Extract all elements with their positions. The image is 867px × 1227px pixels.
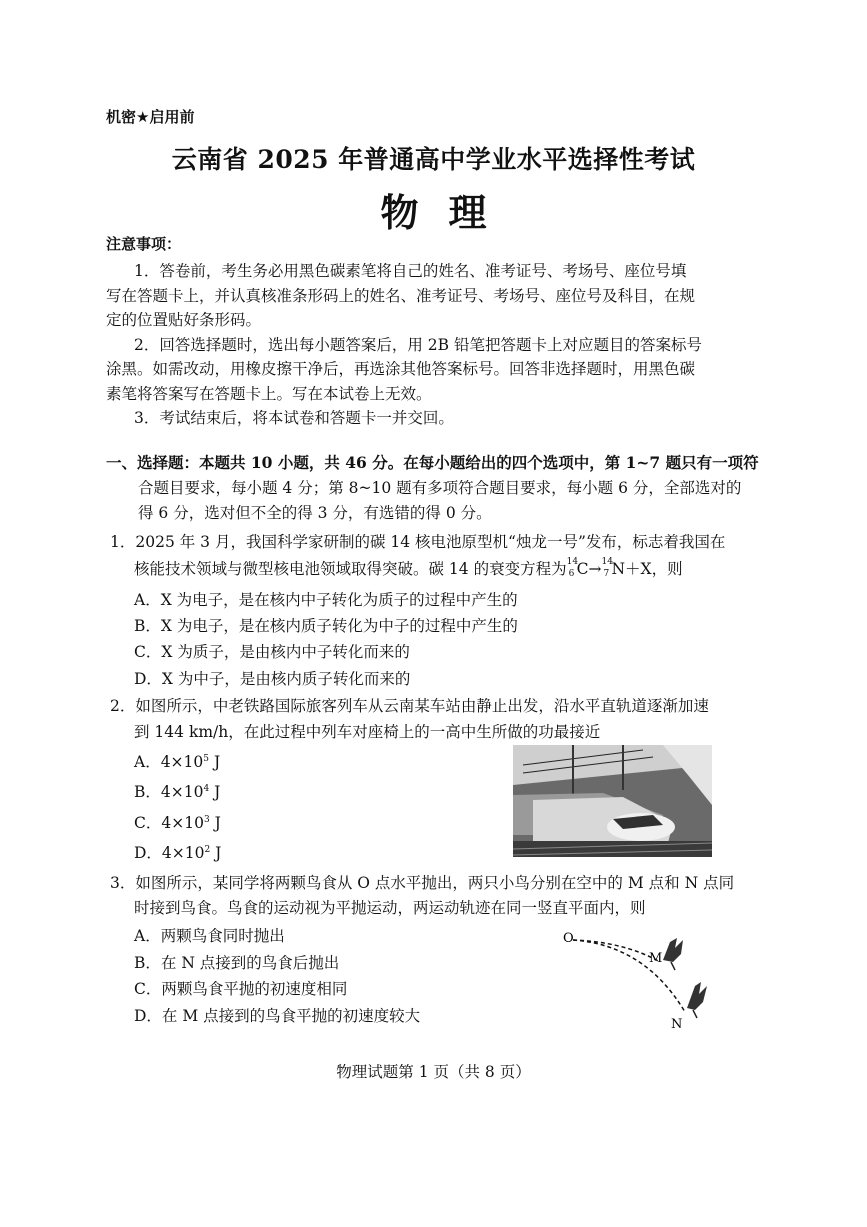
section-instructions: 合题目要求，每小题 4 分；第 8~10 题有多项符合题目要求，每小题 6 分，全部选对的 xyxy=(138,479,742,497)
train-photo xyxy=(513,745,712,857)
q1-stem-end: ，则 xyxy=(651,560,683,578)
section-instructions: 得 6 分，选对但不全的得 3 分，有选错的得 0 分。 xyxy=(138,504,492,522)
carbon-nuclide: 14 6 xyxy=(566,557,579,579)
point-o-label: O xyxy=(563,931,574,946)
trajectory-figure xyxy=(545,920,725,1030)
notice-line: 写在答题卡上，并认真核准条形码上的姓名、准考证号、考场号、座位号及科目，在规 xyxy=(106,287,696,305)
reaction-arrow: → xyxy=(588,560,602,578)
notice-line: 2．回答选择题时，选出每小题答案后，用 2B 铅笔把答题卡上对应题目的答案标号 xyxy=(134,336,702,354)
q2-option-a: A．$4\times 10^5$ J xyxy=(134,753,221,771)
q1-option-b: B．X 为电子，是在核内质子转化为中子的过程中产生的 xyxy=(134,617,518,635)
point-m-label: M xyxy=(649,951,663,966)
q3-option-b: B．在 N 点接到的鸟食后抛出 xyxy=(134,954,340,972)
q1-option-c: C．X 为质子，是由核内中子转化而来的 xyxy=(134,643,410,661)
train-illustration xyxy=(513,745,712,857)
q2-stem-line2: 到 144 km/h，在此过程中列车对座椅上的一高中生所做的功最接近 xyxy=(134,723,601,741)
q3-option-a: A．两颗鸟食同时抛出 xyxy=(134,927,285,945)
q2-option-b: B．$4\times 10^4$ J xyxy=(134,783,221,801)
notice-line: 1．答卷前，考生务必用黑色碳素笔将自己的姓名、准考证号、考场号、座位号填 xyxy=(134,262,687,280)
q3-stem: 3．如图所示，某同学将两颗鸟食从 O 点水平抛出，两只小鸟分别在空中的 M 点和 N 点同 xyxy=(110,874,735,892)
q1-stem-text: 核能技术领域与微型核电池领域取得突破。碳 14 的衰变方程为 xyxy=(134,560,567,578)
q3-stem-line2: 时接到鸟食。鸟食的运动视为平抛运动，两运动轨迹在同一竖直平面内，则 xyxy=(134,899,646,917)
notice-line: 素笔将答案写在答题卡上。写在本试卷上无效。 xyxy=(106,385,432,403)
q1-stem-line2 xyxy=(134,557,683,579)
bird-n-icon xyxy=(687,982,707,1018)
q3-option-c: C．两颗鸟食平抛的初速度相同 xyxy=(134,980,348,998)
carbon-symbol: C xyxy=(576,560,589,578)
point-n-label: N xyxy=(671,1017,683,1030)
exam-title: 云南省 2025 年普通高中学业水平选择性考试 xyxy=(171,145,696,174)
q1-option-d: D．X 为中子，是由核内质子转化而来的 xyxy=(134,670,411,688)
q2-option-d: D．$4\times 10^2$ J xyxy=(134,844,222,862)
subject-title: 物理 xyxy=(380,191,517,235)
q1-option-a: A．X 为电子，是在核内中子转化为质子的过程中产生的 xyxy=(134,591,518,609)
section-heading: 一、选择题：本题共 10 小题，共 46 分。在每小题给出的四个选项中，第 1~7 题只有一项符 xyxy=(106,453,759,472)
q1-stem: 1．2025 年 3 月，我国科学家研制的碳 14 核电池原型机“烛龙一号”发布，标志着我国在 xyxy=(110,533,726,551)
bird-m-icon xyxy=(663,938,683,970)
nitrogen-nuclide: 14 7 xyxy=(601,557,613,579)
notice-line: 3．考试结束后，将本试卷和答题卡一并交回。 xyxy=(134,409,454,427)
q2-stem: 2．如图所示，中老铁路国际旅客列车从云南某车站由静止出发，沿水平直轨道逐渐加速 xyxy=(110,697,709,715)
notice-line: 涂黑。如需改动，用橡皮擦干净后，再选涂其他答案标号。回答非选择题时，用黑色碳 xyxy=(106,360,696,378)
page-footer: 物理试题第 1 页（共 8 页） xyxy=(336,1063,531,1081)
confidential-label: 机密★启用前 xyxy=(106,108,195,126)
q3-option-d: D．在 M 点接到的鸟食平抛的初速度较大 xyxy=(134,1007,421,1025)
trajectory-m xyxy=(573,940,660,962)
nitrogen-symbol: N＋X xyxy=(611,560,652,578)
q2-option-c: C．$4\times 10^3$ J xyxy=(134,814,221,832)
notice-heading: 注意事项： xyxy=(106,235,182,253)
notice-line: 定的位置贴好条形码。 xyxy=(106,311,262,329)
